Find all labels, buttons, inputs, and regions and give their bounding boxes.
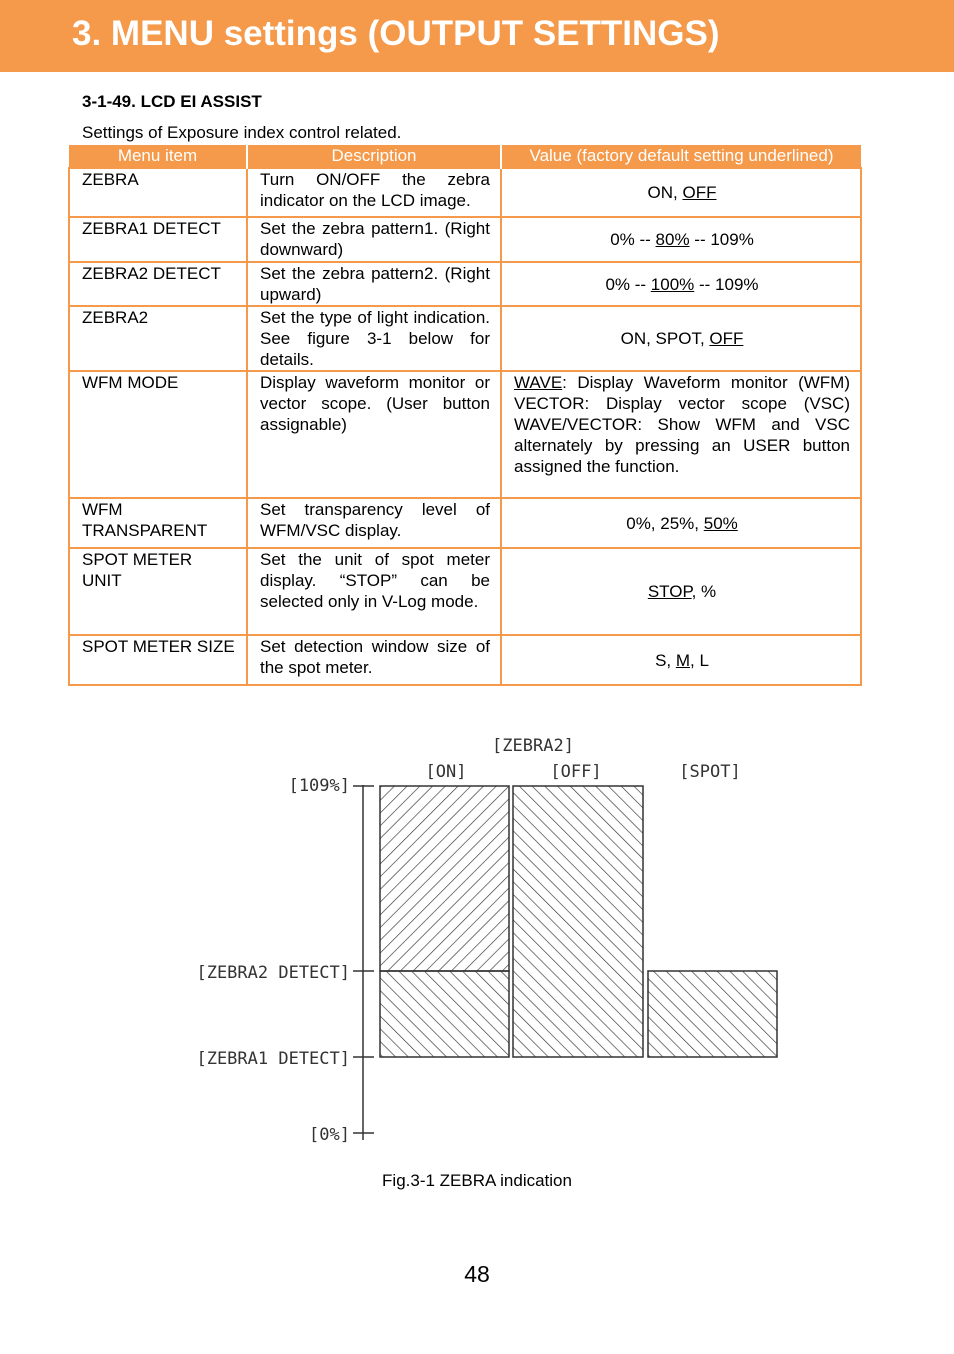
zebra2-title-label: [ZEBRA2] — [492, 736, 574, 756]
value-text: 0%, 25%, — [626, 513, 704, 533]
table-body — [69, 168, 861, 685]
menu-item-cell: WFM TRANSPARENT — [69, 498, 247, 548]
table-row — [69, 168, 861, 217]
value-cell — [501, 548, 861, 635]
table-row — [69, 635, 861, 685]
table-row — [69, 371, 861, 498]
section-intro: Settings of Exposure index control related. — [82, 123, 402, 142]
default-value: WAVE — [514, 373, 563, 392]
page-number: 48 — [464, 1261, 490, 1287]
description-cell: Set the type of light indication. See figure 3-1 below for details. — [247, 306, 501, 371]
value-text: , L — [690, 650, 709, 670]
value-text: -- 109% — [689, 230, 754, 249]
value-cell — [501, 262, 861, 306]
on-label: [ON] — [425, 762, 467, 782]
default-value: OFF — [709, 329, 744, 348]
menu-item-cell: ZEBRA2 DETECT — [69, 262, 247, 306]
value-text: ON, SPOT, — [620, 329, 710, 348]
off-block — [513, 786, 643, 1057]
description-cell: Turn ON/OFF the zebra indicator on the LCD image. — [247, 168, 501, 217]
table-header-row — [69, 145, 861, 168]
value-text: -- 109% — [694, 274, 759, 294]
on-lower-block — [380, 971, 509, 1057]
table-row — [69, 217, 861, 262]
value-cell — [501, 635, 861, 685]
default-value: STOP — [647, 582, 692, 601]
default-value: OFF — [682, 183, 717, 202]
spot-block — [648, 971, 777, 1057]
value-text: 0% -- — [605, 274, 651, 294]
menu-item-cell: SPOT METER SIZE — [69, 635, 247, 685]
settings-table — [68, 145, 862, 686]
table-row — [69, 306, 861, 371]
description-cell: Set the zebra pattern2. (Right upward) — [247, 262, 501, 306]
zebra-diagram — [170, 730, 790, 1150]
description-cell: Set the unit of spot meter display. “STOP” can be selected only in V-Log mode. — [247, 548, 501, 635]
default-value: 50% — [703, 513, 738, 533]
description-cell: Display waveform monitor or vector scope. (User button assignable) — [247, 371, 501, 498]
off-label: [OFF] — [550, 762, 602, 782]
column-header-description: Description — [247, 145, 501, 168]
value-text: : Display Waveform monitor (WFM) VECTOR: Display vector scope (VSC) WAVE/VECTOR: Show WFM and VSC alternately by pressing an USER button assigned the function. — [514, 373, 850, 476]
spot-label: [SPOT] — [679, 762, 741, 782]
table-row — [69, 262, 861, 306]
value-text: S, — [655, 650, 676, 670]
value-text: , % — [691, 582, 717, 601]
value-cell — [501, 168, 861, 217]
description-cell: Set transparency level of WFM/VSC display. — [247, 498, 501, 548]
table-row — [69, 498, 861, 548]
zebra-figure — [170, 730, 790, 1155]
page-title: 3. MENU settings (OUTPUT SETTINGS) — [72, 14, 720, 53]
tick-zebra2-label: [ZEBRA2 DETECT] — [196, 963, 350, 983]
description-cell: Set the zebra pattern1. (Right downward) — [247, 217, 501, 262]
value-text: ON, — [647, 183, 683, 202]
page-header — [0, 0, 954, 72]
table-row — [69, 548, 861, 635]
section-title: 3-1-49. LCD EI ASSIST — [82, 92, 262, 111]
default-value: 100% — [650, 274, 695, 294]
value-cell — [501, 217, 861, 262]
menu-item-cell: SPOT METER UNIT — [69, 548, 247, 635]
on-upper-block — [380, 786, 509, 971]
menu-item-cell: ZEBRA2 — [69, 306, 247, 371]
value-cell — [501, 306, 861, 371]
tick-zebra1-label: [ZEBRA1 DETECT] — [196, 1049, 350, 1069]
default-value: M — [675, 650, 691, 670]
column-header-value: Value (factory default setting underlined) — [501, 145, 861, 168]
column-header-menu-item: Menu item — [69, 145, 247, 168]
tick-0-label: [0%] — [309, 1125, 350, 1145]
tick-109-label: [109%] — [288, 776, 350, 796]
default-value: 80% — [655, 230, 690, 249]
value-cell — [501, 371, 861, 498]
value-cell — [501, 498, 861, 548]
figure-caption: Fig.3-1 ZEBRA indication — [382, 1171, 572, 1190]
menu-item-cell: ZEBRA — [69, 168, 247, 217]
description-cell: Set detection window size of the spot meter. — [247, 635, 501, 685]
value-text: 0% -- — [610, 230, 656, 249]
menu-item-cell: WFM MODE — [69, 371, 247, 498]
menu-item-cell: ZEBRA1 DETECT — [69, 217, 247, 262]
